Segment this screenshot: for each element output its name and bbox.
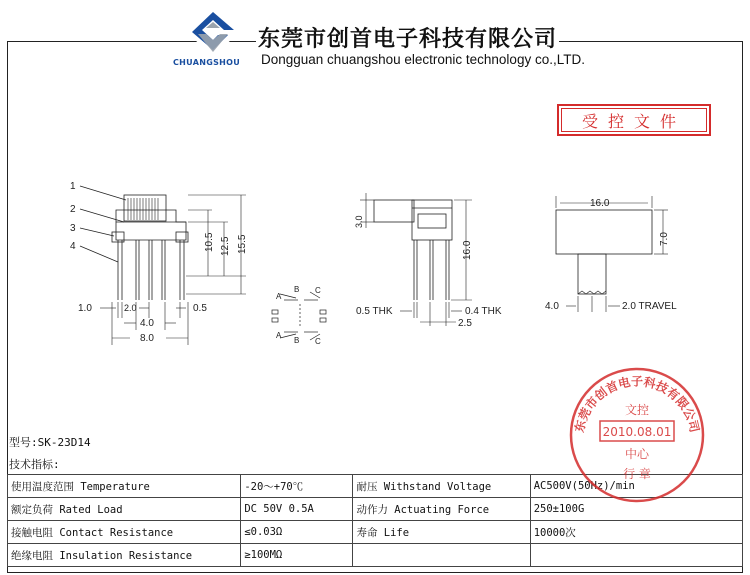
top-view [556, 196, 668, 312]
schem-label-c-bottom: C [315, 337, 321, 346]
spec-cell [530, 544, 742, 567]
dim-actuator-height: 3.0 [354, 215, 364, 228]
spec-cell: 耐压 Withstand Voltage [353, 475, 530, 498]
side-view-labels [354, 215, 502, 329]
seal-line1: 文控 [624, 403, 650, 417]
label-thk-1: 0.5 THK [356, 306, 393, 317]
dim-height-2: 12.5 [220, 236, 231, 256]
spec-cell: 动作力 Actuating Force [353, 498, 530, 521]
schem-label-a-bottom: A [276, 331, 282, 340]
front-view [80, 186, 246, 345]
spec-cell: DC 50V 0.5A [241, 498, 353, 521]
dim-width: 8.0 [140, 333, 154, 344]
spec-cell: 使用温度范围 Temperature [8, 475, 241, 498]
company-name-en: Dongguan chuangshou electronic technology co.,LTD. [261, 52, 585, 67]
seal-bottom: 行 章 [623, 467, 651, 481]
dim-side-height: 16.0 [462, 240, 473, 260]
controlled-document-stamp: 受控文件 [557, 104, 711, 136]
spec-cell: ≤0.03Ω [241, 521, 353, 544]
dim-pin-width: 0.5 [193, 303, 207, 314]
spec-cell: -20～+70℃ [241, 475, 353, 498]
top-view-labels [545, 198, 677, 312]
table-row [8, 521, 743, 544]
logo-brand-text: CHUANGSHOU [173, 58, 241, 67]
schem-label-b-bottom: B [294, 336, 300, 345]
dim-inner: 4.0 [140, 318, 154, 329]
callout-2: 2 [70, 204, 76, 215]
seal-ring-text: 东莞市创首电子科技有限公司 [572, 374, 702, 434]
callout-4: 4 [70, 241, 76, 252]
spec-title: 技术指标: [9, 458, 60, 471]
model-number: 型号:SK-23D14 [9, 436, 91, 449]
seal-date: 2010.08.01 [602, 425, 672, 439]
spec-cell: 绝缘电阻 Insulation Resistance [8, 544, 241, 567]
spec-cell: 接触电阻 Contact Resistance [8, 521, 241, 544]
schem-label-b-top: B [294, 285, 300, 294]
company-seal [568, 366, 706, 504]
dim-height-3: 15.5 [237, 234, 248, 254]
spec-cell: 10000次 [530, 521, 742, 544]
callout-1: 1 [70, 181, 76, 192]
spec-cell: 250±100G [530, 498, 742, 521]
dim-side-pitch: 2.5 [458, 318, 472, 329]
schem-label-c-top: C [315, 286, 321, 295]
dim-top-left: 4.0 [545, 301, 559, 312]
schem-label-a-top: A [276, 292, 282, 301]
dim-pitch-front: 2.0 [124, 303, 137, 313]
dim-left-pitch: 1.0 [78, 303, 92, 314]
spec-cell: ≥100MΩ [241, 544, 353, 567]
seal-line3: 中心 [624, 447, 650, 461]
schematic-labels [276, 285, 321, 346]
dim-top-height: 7.0 [659, 232, 670, 246]
label-thk-2: 0.4 THK [465, 306, 502, 317]
spec-cell: 额定负荷 Rated Load [8, 498, 241, 521]
spec-cell: AC500V(50Hz)/min [530, 475, 742, 498]
callout-3: 3 [70, 223, 76, 234]
dim-top-length: 16.0 [590, 198, 610, 209]
label-travel: 2.0 TRAVEL [622, 301, 677, 312]
table-row [8, 544, 743, 567]
company-name-cn: 东莞市创首电子科技有限公司 [256, 22, 559, 53]
dim-height-1: 10.5 [204, 232, 215, 252]
spec-cell [353, 544, 530, 567]
spec-cell: 寿命 Life [353, 521, 530, 544]
